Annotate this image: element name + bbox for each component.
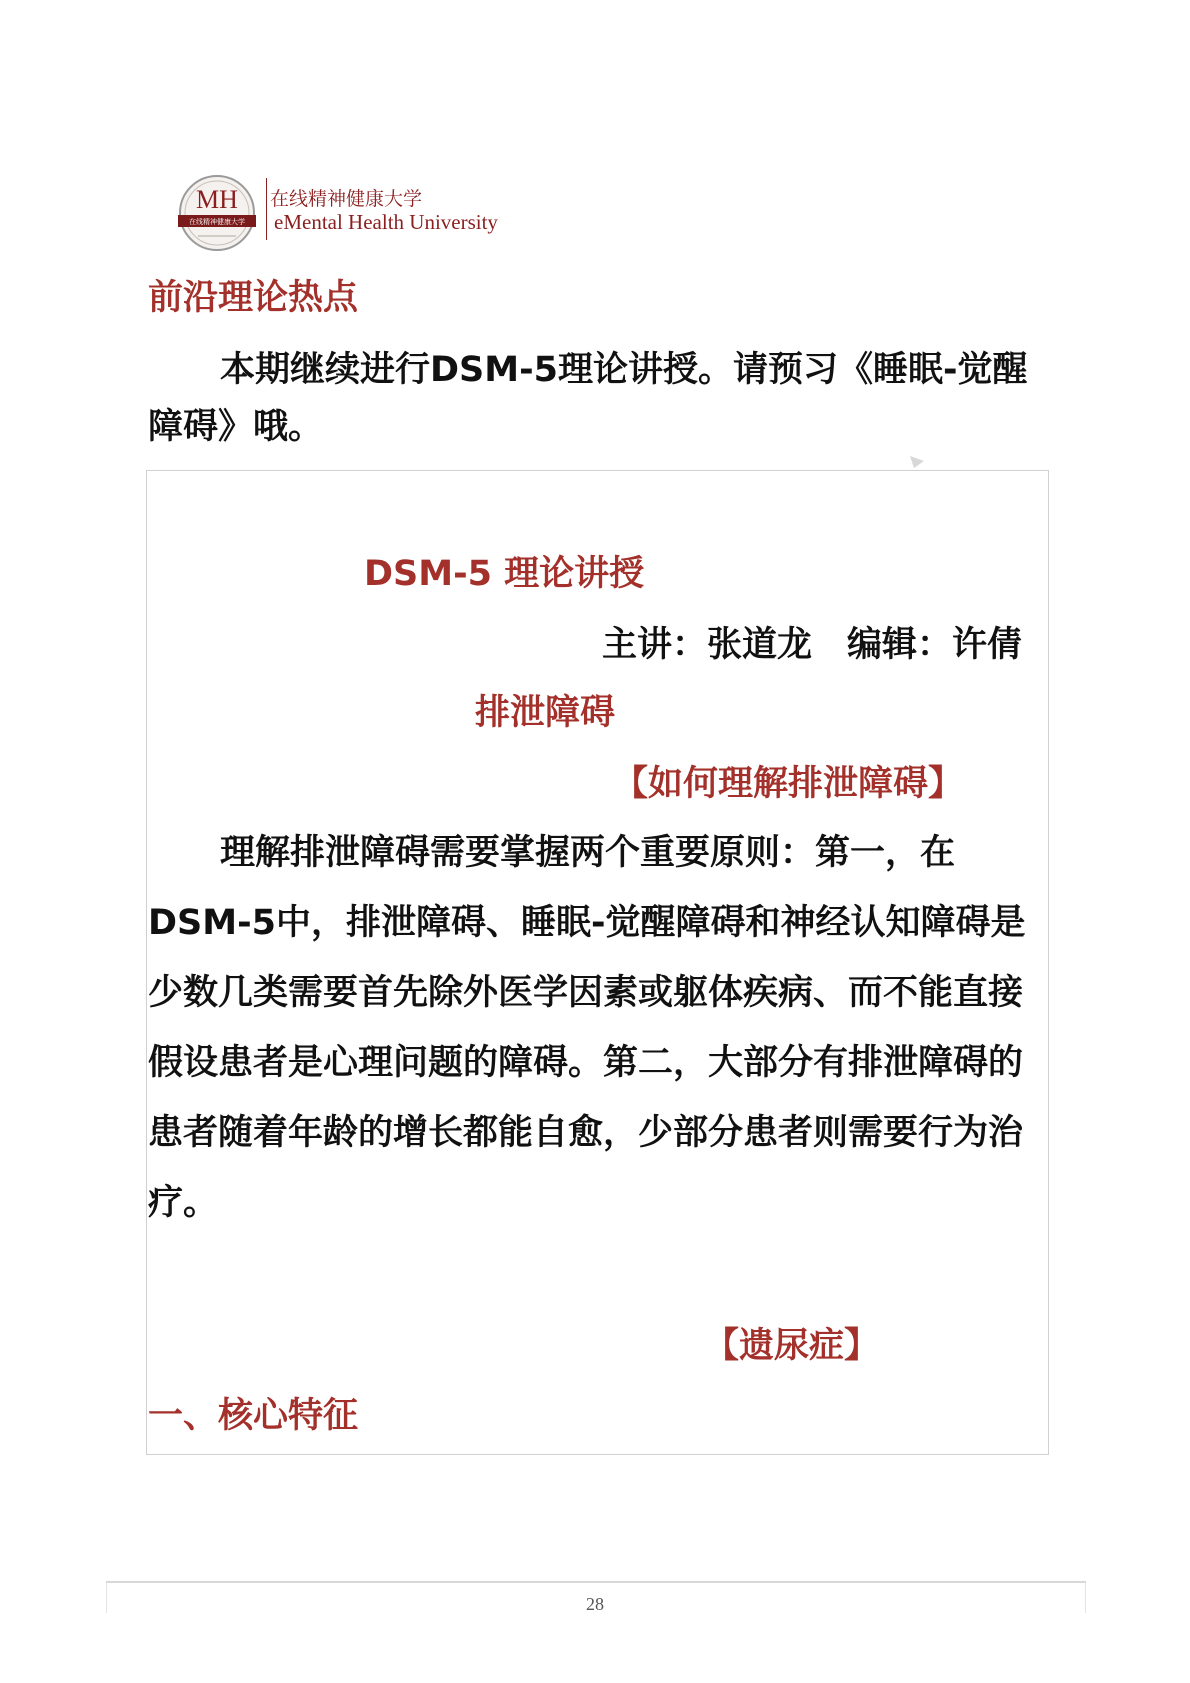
byline: 主讲：张道龙 编辑：许倩 [602, 625, 1023, 665]
decorative-mark-icon [910, 456, 924, 468]
lecture-title: DSM-5 理论讲授 [364, 554, 645, 594]
enuresis-heading: 【遗尿症】 [704, 1326, 880, 1366]
seal-text: MH [196, 185, 238, 214]
topic-heading: 排泄障碍 [475, 693, 616, 733]
subtopic-heading: 【如何理解排泄障碍】 [613, 764, 964, 804]
intro-paragraph: 本期继续进行DSM-5理论讲授。请预习《睡眠-觉醒障碍》哦。 [148, 350, 1028, 447]
logo-name-en: eMental Health University [274, 210, 498, 234]
seal-banner-text: 在线精神健康大学 [189, 218, 245, 226]
core-features-heading: 一、核心特征 [148, 1396, 359, 1436]
logo-divider [266, 178, 267, 240]
university-seal-logo [178, 174, 256, 252]
body-paragraph: 理解排泄障碍需要掌握两个重要原则：第一，在DSM-5中，排泄障碍、睡眠-觉醒障碍和神经认知障碍是少数几类需要首先除外医学因素或躯体疾病、而不能直接假设患者是心理问题的障碍。第二，大部分有排泄障碍的患者随着年龄的增长都能自愈，少部分患者则需要行为治疗。 [148, 833, 1026, 1223]
footer-rule [106, 1581, 1086, 1583]
section-title: 前沿理论热点 [148, 278, 359, 318]
logo-name-cn: 在线精神健康大学 [270, 188, 423, 210]
page-number: 28 [586, 1594, 604, 1614]
